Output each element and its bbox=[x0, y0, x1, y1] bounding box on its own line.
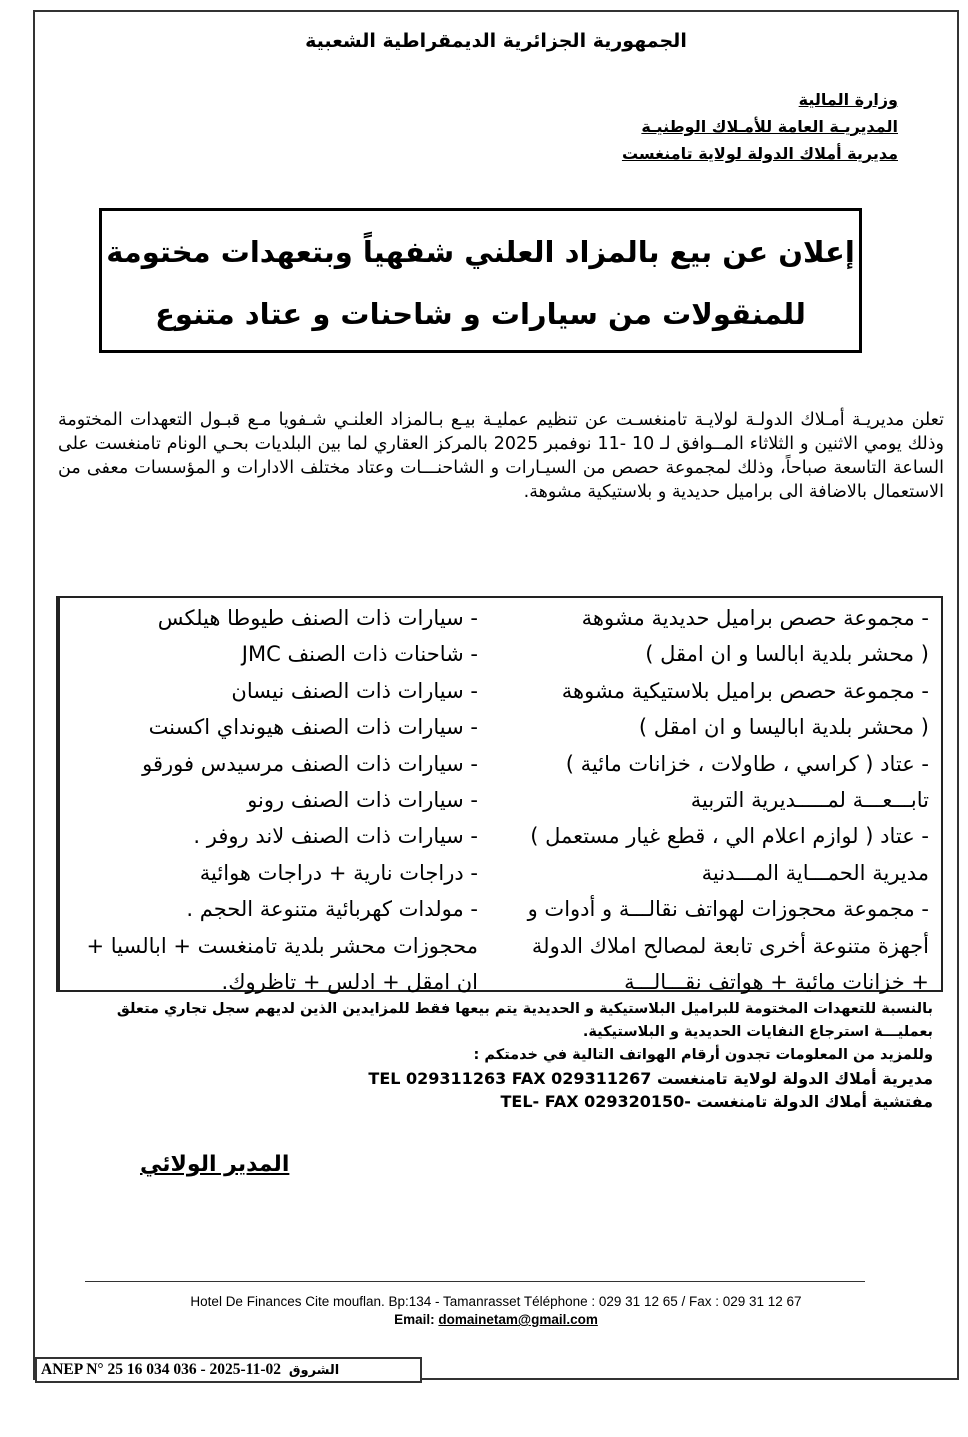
lot-item: + خزانات مائية + هواتف نقـــالـــة bbox=[624, 970, 929, 995]
lot-item: محجوزات محشر بلدية تامنغست + ابالسيا + bbox=[86, 933, 478, 958]
lot-item: - سيارات ذات الصنف لاند روفر . bbox=[193, 824, 478, 849]
phone-number: TEL 029311263 FAX 029311267 bbox=[368, 1069, 652, 1088]
note-line: وللمزيد من المعلومات تجدون أرقام الهواتف التالية في خدمتكم : bbox=[473, 1047, 933, 1063]
notes-block bbox=[50, 998, 933, 1113]
phone-label: مديرية أملاك الدولة لولاية تامنغست bbox=[656, 1069, 933, 1088]
phone-line-directorate bbox=[50, 1067, 933, 1090]
ministry-name: وزارة المالية bbox=[798, 90, 898, 109]
lots-table bbox=[56, 596, 943, 995]
lot-item: - سيارات ذات الصنف طيوطا هيلكس bbox=[157, 606, 478, 630]
note-line: بالنسبة للتعهدات المختومة للبراميل البلاستيكية و الحديدية يتم بيعها فقط للمزايدين الذين لديهم سجل تجاري متعلق bbox=[116, 1001, 933, 1017]
email-label: Email: bbox=[394, 1312, 435, 1327]
lot-item: - شاحنات ذات الصنف JMC bbox=[241, 642, 478, 667]
phone-label: مفتشية أملاك الدولة تامنغست bbox=[696, 1092, 933, 1111]
lot-item: تابـــعـــة لمـــــديرية التربية bbox=[690, 788, 929, 813]
directorate-name: مديرية أملاك الدولة لولاية تامنغست bbox=[621, 144, 898, 163]
lot-item: - سيارات ذات الصنف هيونداي اكسنت bbox=[148, 715, 478, 740]
ministry-block bbox=[622, 86, 898, 167]
title-line-2: للمنقولات من سيارات و شاحنات و عتاد متنوع bbox=[155, 297, 806, 331]
newspaper-name: الشروق bbox=[288, 1363, 340, 1378]
announcement-title-box bbox=[99, 208, 862, 353]
footer-divider bbox=[85, 1281, 865, 1282]
lot-item: - عتاد ( لوازم اعلام الي ، قطع غيار مستعمل ) bbox=[530, 824, 929, 849]
lot-item: - عتاد ( كراسي ، طاولات ، خزانات مائية ) bbox=[565, 751, 929, 776]
note-line: بعمليـــة استرجاع النفايات الحديدية و البلاستيكية. bbox=[582, 1024, 933, 1040]
republic-header: الجمهورية الجزائرية الديمقراطية الشعبية bbox=[305, 30, 687, 52]
lot-item: - مولدات كهربائية متنوعة الحجم . bbox=[186, 897, 478, 922]
signature: المدير الولائي bbox=[140, 1152, 290, 1177]
lot-item: ( محشر بلدية اباليسا و ان امقل ) bbox=[638, 715, 929, 740]
lot-item: - سيارات ذات الصنف نيسان bbox=[231, 678, 478, 703]
email-link[interactable]: domainetam@gmail.com bbox=[438, 1312, 598, 1327]
lot-item: - مجموعة محجوزات لهواتف نقالـــة و أدوات و bbox=[527, 897, 929, 922]
lot-item: ان امقل + ادلس + تاظروك. bbox=[221, 970, 478, 995]
phone-line-inspection bbox=[50, 1090, 933, 1113]
lot-item: أجهزة متنوعة أخرى تابعة لمصالح املاك الدولة bbox=[531, 933, 929, 958]
footer-email-line bbox=[33, 1312, 959, 1327]
footer-address: Hotel De Finances Cite mouflan. Bp:134 - Tamanrasset Téléphone : 029 31 12 65 / Fax : 029 31 12 67 bbox=[190, 1294, 802, 1309]
lot-item: - دراجات نارية + دراجات هوائية bbox=[199, 860, 478, 885]
lot-item: - سيارات ذات الصنف مرسيدس فورقو bbox=[142, 751, 478, 776]
lot-item: ( محشر بلدية ابالسا و ان امقل ) bbox=[645, 642, 929, 667]
directorate-general-name: المديريـة العامة للأمـلاك الوطنيـة bbox=[641, 117, 898, 136]
lot-item: مديرية الحمـــاية المـــدنية bbox=[701, 860, 929, 885]
lot-item: - سيارات ذات الصنف رونو bbox=[247, 788, 478, 813]
lots-column-vehicles bbox=[58, 598, 492, 995]
lot-item: - مجموعة حصص براميل حديدية مشوهة bbox=[581, 606, 929, 630]
anep-reference-box bbox=[35, 1357, 422, 1383]
lot-item: - مجموعة حصص براميل بلاستيكية مشوهة bbox=[561, 678, 929, 703]
anep-reference: ANEP N° 25 16 034 036 - 2025-11-02 bbox=[41, 1361, 281, 1378]
intro-paragraph: تعلن مديريـة أمـلاك الدولـة لولايـة تامنغسـت عن تنظيم عمليـة بيـع بـالمزاد العلنـي شـفويا مـع قبـول التعهدات المختومة وذلك يومي الاثنين و الثلاثاء المــوافق لـ 10 -11 نوفمبر 2025 بالمركز العقاري لما بين البلديات بحـي الونام تامنغست على الساعة التاسعة صباحاً، وذلك لمجموعة حصص من السيـارات و الشاحنـــات وعتاد مختلف الادارات و المؤسسات معفى من الاستعمال بالاضافة الى براميل حديدية و بلاستيكية مشوهة. bbox=[58, 410, 944, 502]
title-line-1: إعلان عن بيع بالمزاد العلني شفهياً وبتعهدات مختومة bbox=[106, 235, 855, 269]
phone-number: TEL- FAX 029320150- bbox=[500, 1092, 691, 1111]
lots-column-equipment bbox=[492, 598, 941, 995]
